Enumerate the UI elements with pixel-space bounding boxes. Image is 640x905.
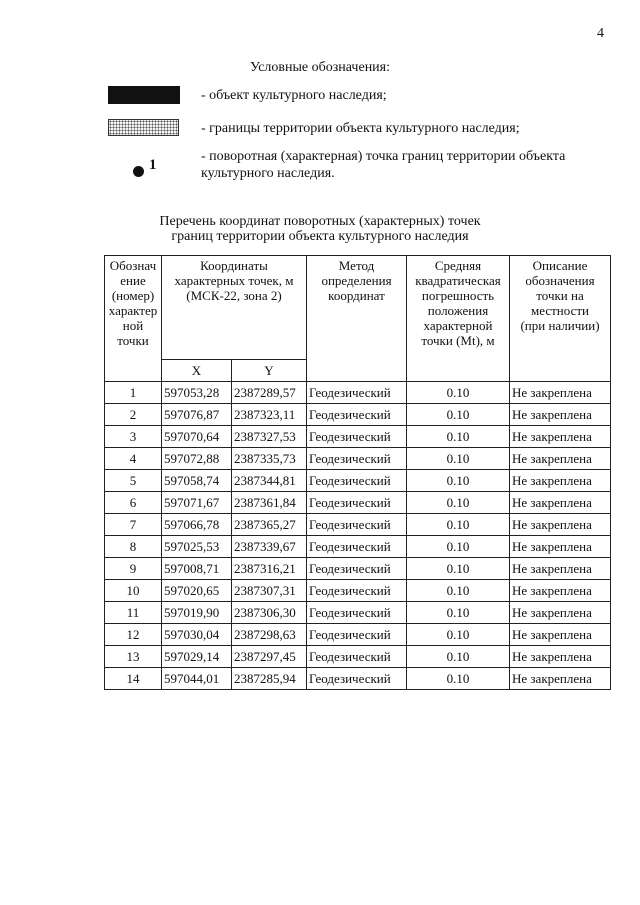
header-line: погрешность [421, 288, 495, 303]
cell-point-number: 7 [105, 514, 162, 536]
cell-error: 0.10 [407, 514, 510, 536]
header-line: Средняя [434, 258, 482, 273]
cell-x: 597025,53 [162, 536, 232, 558]
legend-text-object: - объект культурного наследия; [201, 88, 387, 103]
cell-method: Геодезический [307, 602, 407, 624]
header-num [105, 256, 162, 382]
table-row [105, 646, 611, 668]
cell-error: 0.10 [407, 404, 510, 426]
cell-x: 597020,65 [162, 580, 232, 602]
table-row [105, 448, 611, 470]
cell-y: 2387339,67 [232, 536, 307, 558]
cell-y: 2387335,73 [232, 448, 307, 470]
legend-text-point-line1: - поворотная (характерная) точка границ территории объекта [201, 149, 566, 164]
cell-point-number: 8 [105, 536, 162, 558]
cell-y: 2387327,53 [232, 426, 307, 448]
legend-text-point [201, 148, 565, 182]
header-x: X [162, 360, 232, 382]
cell-description: Не закреплена [510, 492, 611, 514]
legend-text-point-line2: культурного наследия. [201, 166, 335, 181]
header-line: координат [328, 288, 385, 303]
cell-error: 0.10 [407, 382, 510, 404]
header-line: (номер) [111, 288, 155, 303]
cell-description: Не закреплена [510, 646, 611, 668]
header-line: (МСК-22, зона 2) [186, 288, 282, 303]
cell-error: 0.10 [407, 536, 510, 558]
header-line: Метод [338, 258, 375, 273]
cell-point-number: 14 [105, 668, 162, 690]
cell-x: 597053,28 [162, 382, 232, 404]
table-row [105, 668, 611, 690]
cultural-heritage-object-symbol [108, 86, 180, 104]
header-y: Y [232, 360, 307, 382]
header-line: точки на [536, 288, 584, 303]
header-line: ение [120, 273, 146, 288]
cell-y: 2387365,27 [232, 514, 307, 536]
cell-error: 0.10 [407, 558, 510, 580]
cell-error: 0.10 [407, 426, 510, 448]
cell-method: Геодезический [307, 536, 407, 558]
header-line: ной [122, 318, 144, 333]
header-line: Обознач [109, 258, 157, 273]
header-line: местности [531, 303, 589, 318]
header-line: Координаты [200, 258, 268, 273]
cell-y: 2387361,84 [232, 492, 307, 514]
cell-point-number: 12 [105, 624, 162, 646]
table-row [105, 492, 611, 514]
cell-error: 0.10 [407, 448, 510, 470]
cell-y: 2387344,81 [232, 470, 307, 492]
cell-x: 597076,87 [162, 404, 232, 426]
list-title-line1: Перечень координат поворотных (характерных) точек [159, 214, 481, 229]
header-line: положения [427, 303, 489, 318]
cell-description: Не закреплена [510, 668, 611, 690]
cell-y: 2387298,63 [232, 624, 307, 646]
header-method [307, 256, 407, 382]
cell-error: 0.10 [407, 602, 510, 624]
cell-x: 597072,88 [162, 448, 232, 470]
cell-point-number: 6 [105, 492, 162, 514]
cell-point-number: 9 [105, 558, 162, 580]
cell-y: 2387285,94 [232, 668, 307, 690]
table-row [105, 580, 611, 602]
legend-title: Условные обозначения: [249, 60, 391, 75]
header-desc [510, 256, 611, 382]
header-line: точки [117, 333, 149, 348]
cell-method: Геодезический [307, 448, 407, 470]
cell-description: Не закреплена [510, 514, 611, 536]
cell-x: 597058,74 [162, 470, 232, 492]
cell-error: 0.10 [407, 492, 510, 514]
cell-x: 597029,14 [162, 646, 232, 668]
cell-point-number: 10 [105, 580, 162, 602]
table-row [105, 536, 611, 558]
cell-point-number: 4 [105, 448, 162, 470]
table-row [105, 558, 611, 580]
cell-y: 2387307,31 [232, 580, 307, 602]
cell-method: Геодезический [307, 470, 407, 492]
header-line: точки (Mt), м [421, 333, 495, 348]
cell-method: Геодезический [307, 426, 407, 448]
cell-error: 0.10 [407, 668, 510, 690]
list-title-line2: границ территории объекта культурного наследия [171, 229, 469, 244]
cell-description: Не закреплена [510, 536, 611, 558]
header-error [407, 256, 510, 382]
cell-error: 0.10 [407, 624, 510, 646]
cell-x: 597071,67 [162, 492, 232, 514]
territory-boundary-symbol [108, 119, 179, 136]
cell-description: Не закреплена [510, 470, 611, 492]
cell-point-number: 3 [105, 426, 162, 448]
table-row [105, 624, 611, 646]
cell-point-number: 11 [105, 602, 162, 624]
cell-method: Геодезический [307, 558, 407, 580]
cell-point-number: 5 [105, 470, 162, 492]
legend-text-boundary: - границы территории объекта культурного наследия; [201, 121, 520, 136]
table-row [105, 470, 611, 492]
cell-description: Не закреплена [510, 404, 611, 426]
table-row [105, 382, 611, 404]
cell-y: 2387316,21 [232, 558, 307, 580]
table-row [105, 404, 611, 426]
table-row [105, 602, 611, 624]
cell-method: Геодезический [307, 668, 407, 690]
cell-x: 597008,71 [162, 558, 232, 580]
turning-point-label: 1 [149, 157, 157, 173]
cell-description: Не закреплена [510, 382, 611, 404]
turning-point-icon [133, 166, 144, 177]
cell-x: 597044,01 [162, 668, 232, 690]
cell-description: Не закреплена [510, 602, 611, 624]
cell-description: Не закреплена [510, 426, 611, 448]
cell-point-number: 13 [105, 646, 162, 668]
cell-y: 2387306,30 [232, 602, 307, 624]
cell-x: 597019,90 [162, 602, 232, 624]
cell-x: 597030,04 [162, 624, 232, 646]
cell-x: 597070,64 [162, 426, 232, 448]
cell-method: Геодезический [307, 580, 407, 602]
cell-description: Не закреплена [510, 448, 611, 470]
cell-method: Геодезический [307, 646, 407, 668]
cell-method: Геодезический [307, 624, 407, 646]
cell-x: 597066,78 [162, 514, 232, 536]
cell-error: 0.10 [407, 470, 510, 492]
cell-method: Геодезический [307, 382, 407, 404]
cell-method: Геодезический [307, 404, 407, 426]
header-line: характер [108, 303, 158, 318]
header-line: характерной [423, 318, 493, 333]
cell-method: Геодезический [307, 514, 407, 536]
table-row [105, 426, 611, 448]
page-number: 4 [597, 26, 604, 41]
cell-error: 0.10 [407, 580, 510, 602]
header-line: (при наличии) [520, 318, 600, 333]
header-line: определения [321, 273, 392, 288]
cell-y: 2387289,57 [232, 382, 307, 404]
cell-point-number: 1 [105, 382, 162, 404]
cell-description: Не закреплена [510, 580, 611, 602]
cell-point-number: 2 [105, 404, 162, 426]
table-row [105, 514, 611, 536]
header-line: обозначения [525, 273, 595, 288]
cell-description: Не закреплена [510, 624, 611, 646]
header-line: квадратическая [415, 273, 501, 288]
cell-method: Геодезический [307, 492, 407, 514]
cell-description: Не закреплена [510, 558, 611, 580]
cell-y: 2387297,45 [232, 646, 307, 668]
header-coords [162, 256, 307, 360]
list-title [0, 214, 640, 244]
cell-y: 2387323,11 [232, 404, 307, 426]
cell-error: 0.10 [407, 646, 510, 668]
header-line: Описание [532, 258, 588, 273]
coordinates-table [104, 255, 611, 690]
header-line: характерных точек, м [174, 273, 294, 288]
table-body [105, 382, 611, 690]
